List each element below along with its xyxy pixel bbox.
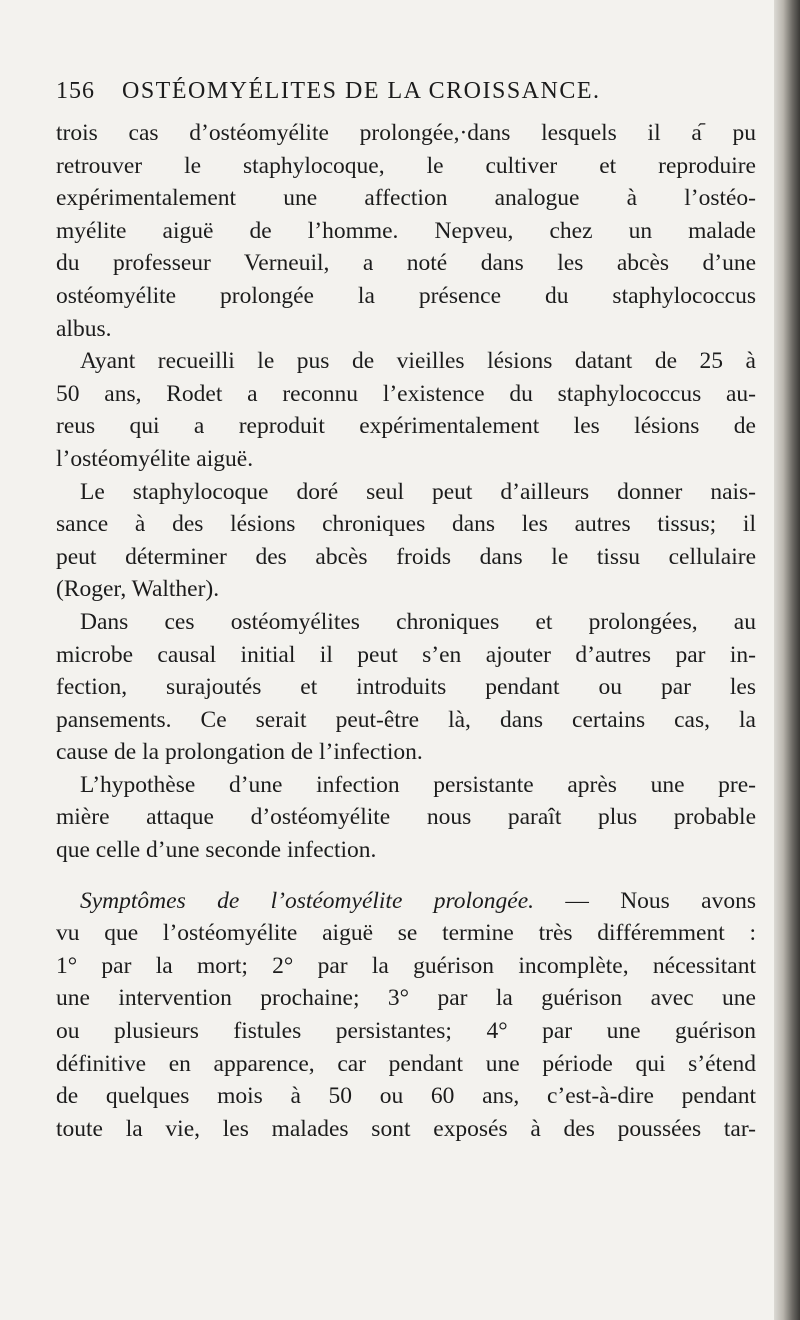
- text-line: reus qui a reproduit expérimentalement les lésions de: [56, 413, 756, 440]
- text-line: vu que l’ostéomyélite aiguë se termine très différemment :: [56, 920, 756, 947]
- running-title: OSTÉOMYÉLITES DE LA CROISSANCE.: [122, 78, 601, 104]
- text-line: microbe causal initial il peut s’en ajouter d’autres par in-: [56, 641, 756, 668]
- text-line: sance à des lésions chroniques dans les autres tissus; il: [56, 511, 756, 538]
- text-line: albus.: [56, 315, 112, 342]
- text-line: pansements. Ce serait peut-être là, dans certains cas, la: [56, 706, 756, 733]
- text-fragment: — Nous avons: [534, 887, 756, 914]
- text-line: trois cas d’ostéomyélite prolongée,·dans lesquels il a᷇ pu: [56, 120, 756, 146]
- text-line: 1° par la mort; 2° par la guérison incomplète, nécessitant: [56, 952, 756, 979]
- text-line: Dans ces ostéomyélites chroniques et prolongées, au: [80, 608, 756, 635]
- text-line: du professeur Verneuil, a noté dans les abcès d’une: [56, 250, 756, 277]
- text-line: mière attaque d’ostéomyélite nous paraît plus probable: [56, 804, 756, 831]
- text-line: l’ostéomyélite aiguë.: [56, 445, 254, 472]
- page-number: 156: [56, 78, 95, 104]
- paragraph-gap: [56, 867, 756, 885]
- text-line: fection, surajoutés et introduits pendant ou par les: [56, 674, 756, 701]
- text-line: ou plusieurs fistules persistantes; 4° par une guérison: [56, 1018, 756, 1045]
- text-line: peut déterminer des abcès froids dans le tissu cellulaire: [56, 543, 756, 570]
- text-line: myélite aiguë de l’homme. Nepveu, chez un malade: [56, 217, 756, 244]
- section-first-line: [56, 885, 756, 918]
- text-line: 50 ans, Rodet a reconnu l’existence du staphylococcus au-: [56, 380, 756, 407]
- text-line: cause de la prolongation de l’infection.: [56, 739, 423, 766]
- text-line: L’hypothèse d’une infection persistante après une pre-: [80, 771, 756, 798]
- text-line: expérimentalement une affection analogue à l’ostéo-: [56, 185, 756, 212]
- text-line: une intervention prochaine; 3° par la guérison avec une: [56, 985, 756, 1012]
- text-line: ostéomyélite prolongée la présence du staphylococcus: [56, 282, 756, 309]
- text-line: définitive en apparence, car pendant une période qui s’étend: [56, 1050, 756, 1077]
- body-text: [56, 117, 756, 1145]
- text-line: retrouver le staphylocoque, le cultiver et reproduire: [56, 152, 756, 179]
- page-header: [56, 78, 756, 110]
- text-line: que celle d’une seconde infection.: [56, 837, 377, 864]
- text-line: Ayant recueilli le pus de vieilles lésions datant de 25 à: [80, 348, 756, 375]
- text-line: toute la vie, les malades sont exposés à des poussées tar-: [56, 1115, 756, 1142]
- text-line: (Roger, Walther).: [56, 576, 220, 603]
- section-heading: Symptômes de l’ostéomyélite prolongée.: [80, 887, 535, 914]
- page-edge-shadow: [774, 0, 800, 1320]
- text-line: de quelques mois à 50 ou 60 ans, c’est-à-dire pendant: [56, 1083, 756, 1110]
- text-line: Le staphylocoque doré seul peut d’ailleurs donner nais-: [80, 478, 756, 505]
